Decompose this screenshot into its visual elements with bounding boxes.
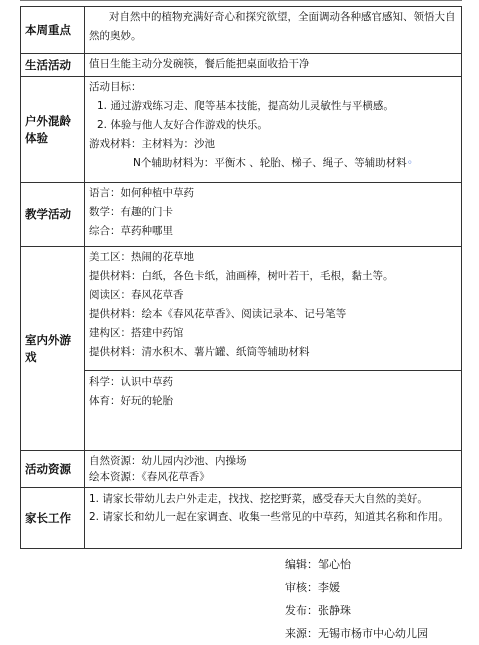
outdoor-goals-label: 活动目标：	[89, 81, 142, 93]
outdoor-materials-aux: N个辅助材料为：平衡木 、轮胎、梯子、绳子、等辅助材料	[133, 157, 407, 169]
indoor-area: 建构区：搭建中药馆	[89, 327, 184, 339]
header-parents: 家长工作	[21, 488, 85, 548]
header-indoor: 室内外游戏	[21, 247, 85, 450]
header-life: 生活活动	[21, 54, 85, 76]
credit-editor: 编辑：邹心怡	[285, 558, 351, 571]
indoor-area: 阅读区：春风花草香	[89, 289, 184, 301]
credits	[285, 553, 428, 645]
indoor-area: 提供材料：绘本《春风花草香》、阅读记录本、记号笔等	[89, 308, 347, 320]
header-focus: 本周重点	[21, 7, 85, 53]
teaching-item: 综合：草药种哪里	[89, 225, 173, 237]
indoor-area: 提供材料：白纸，各色卡纸，油画棒，树叶若干，毛根，黏土等。	[89, 270, 394, 282]
top-rule	[20, 0, 462, 1]
resource-item: 绘本资源：《春风花草香》	[89, 471, 210, 483]
teaching-item: 数学：有趣的门卡	[89, 206, 173, 218]
dot-icon: ◦	[406, 157, 413, 169]
row-parents	[21, 487, 461, 548]
teaching-item: 语言：如何种植中草药	[89, 187, 194, 199]
row-focus	[21, 7, 461, 53]
header-outdoor: 户外混龄体验	[21, 77, 85, 182]
header-resources: 活动资源	[21, 451, 85, 487]
credit-source: 来源：无锡市杨市中心幼儿园	[285, 627, 428, 640]
indoor-extra	[85, 370, 461, 411]
indoor-extra-item: 体育：好玩的轮胎	[89, 395, 173, 407]
indoor-area: 提供材料：清水积木、薯片罐、纸筒等辅助材料	[89, 346, 310, 358]
indoor-area: 美工区：热闹的花草地	[89, 251, 194, 263]
header-teaching: 教学活动	[21, 183, 85, 246]
parent-item: 2. 请家长和幼儿一起在家调查、收集一些常见的中草药，知道其名称和作用。	[89, 511, 449, 523]
row-indoor	[21, 246, 461, 450]
parent-item: 1. 请家长带幼儿去户外走走，找找、挖挖野菜，感受春天大自然的美好。	[89, 493, 428, 505]
outdoor-goal-1: 1. 通过游戏练习走、爬等基本技能，提高幼儿灵敏性与平横感。	[97, 100, 394, 112]
row-life	[21, 53, 461, 76]
outdoor-materials-main: 游戏材料：主材料为：沙池	[89, 138, 215, 150]
row-resources	[21, 450, 461, 487]
life-text: 值日生能主动分发碗筷，餐后能把桌面收拾干净	[89, 58, 310, 70]
weekly-plan-table	[20, 6, 462, 549]
credit-reviewer: 审核：李媛	[285, 581, 340, 594]
row-teaching	[21, 182, 461, 246]
credit-publisher: 发布：张静珠	[285, 604, 351, 617]
resource-item: 自然资源：幼儿园内沙池、内操场	[89, 455, 247, 467]
focus-text: 对自然中的植物充满好奇心和探究欲望，全面调动各种感官感知、领悟大自然的奥妙。	[89, 11, 456, 42]
outdoor-goal-2: 2. 体验与他人友好合作游戏的快乐。	[97, 119, 268, 131]
row-outdoor	[21, 76, 461, 182]
indoor-extra-item: 科学：认识中草药	[89, 376, 173, 388]
